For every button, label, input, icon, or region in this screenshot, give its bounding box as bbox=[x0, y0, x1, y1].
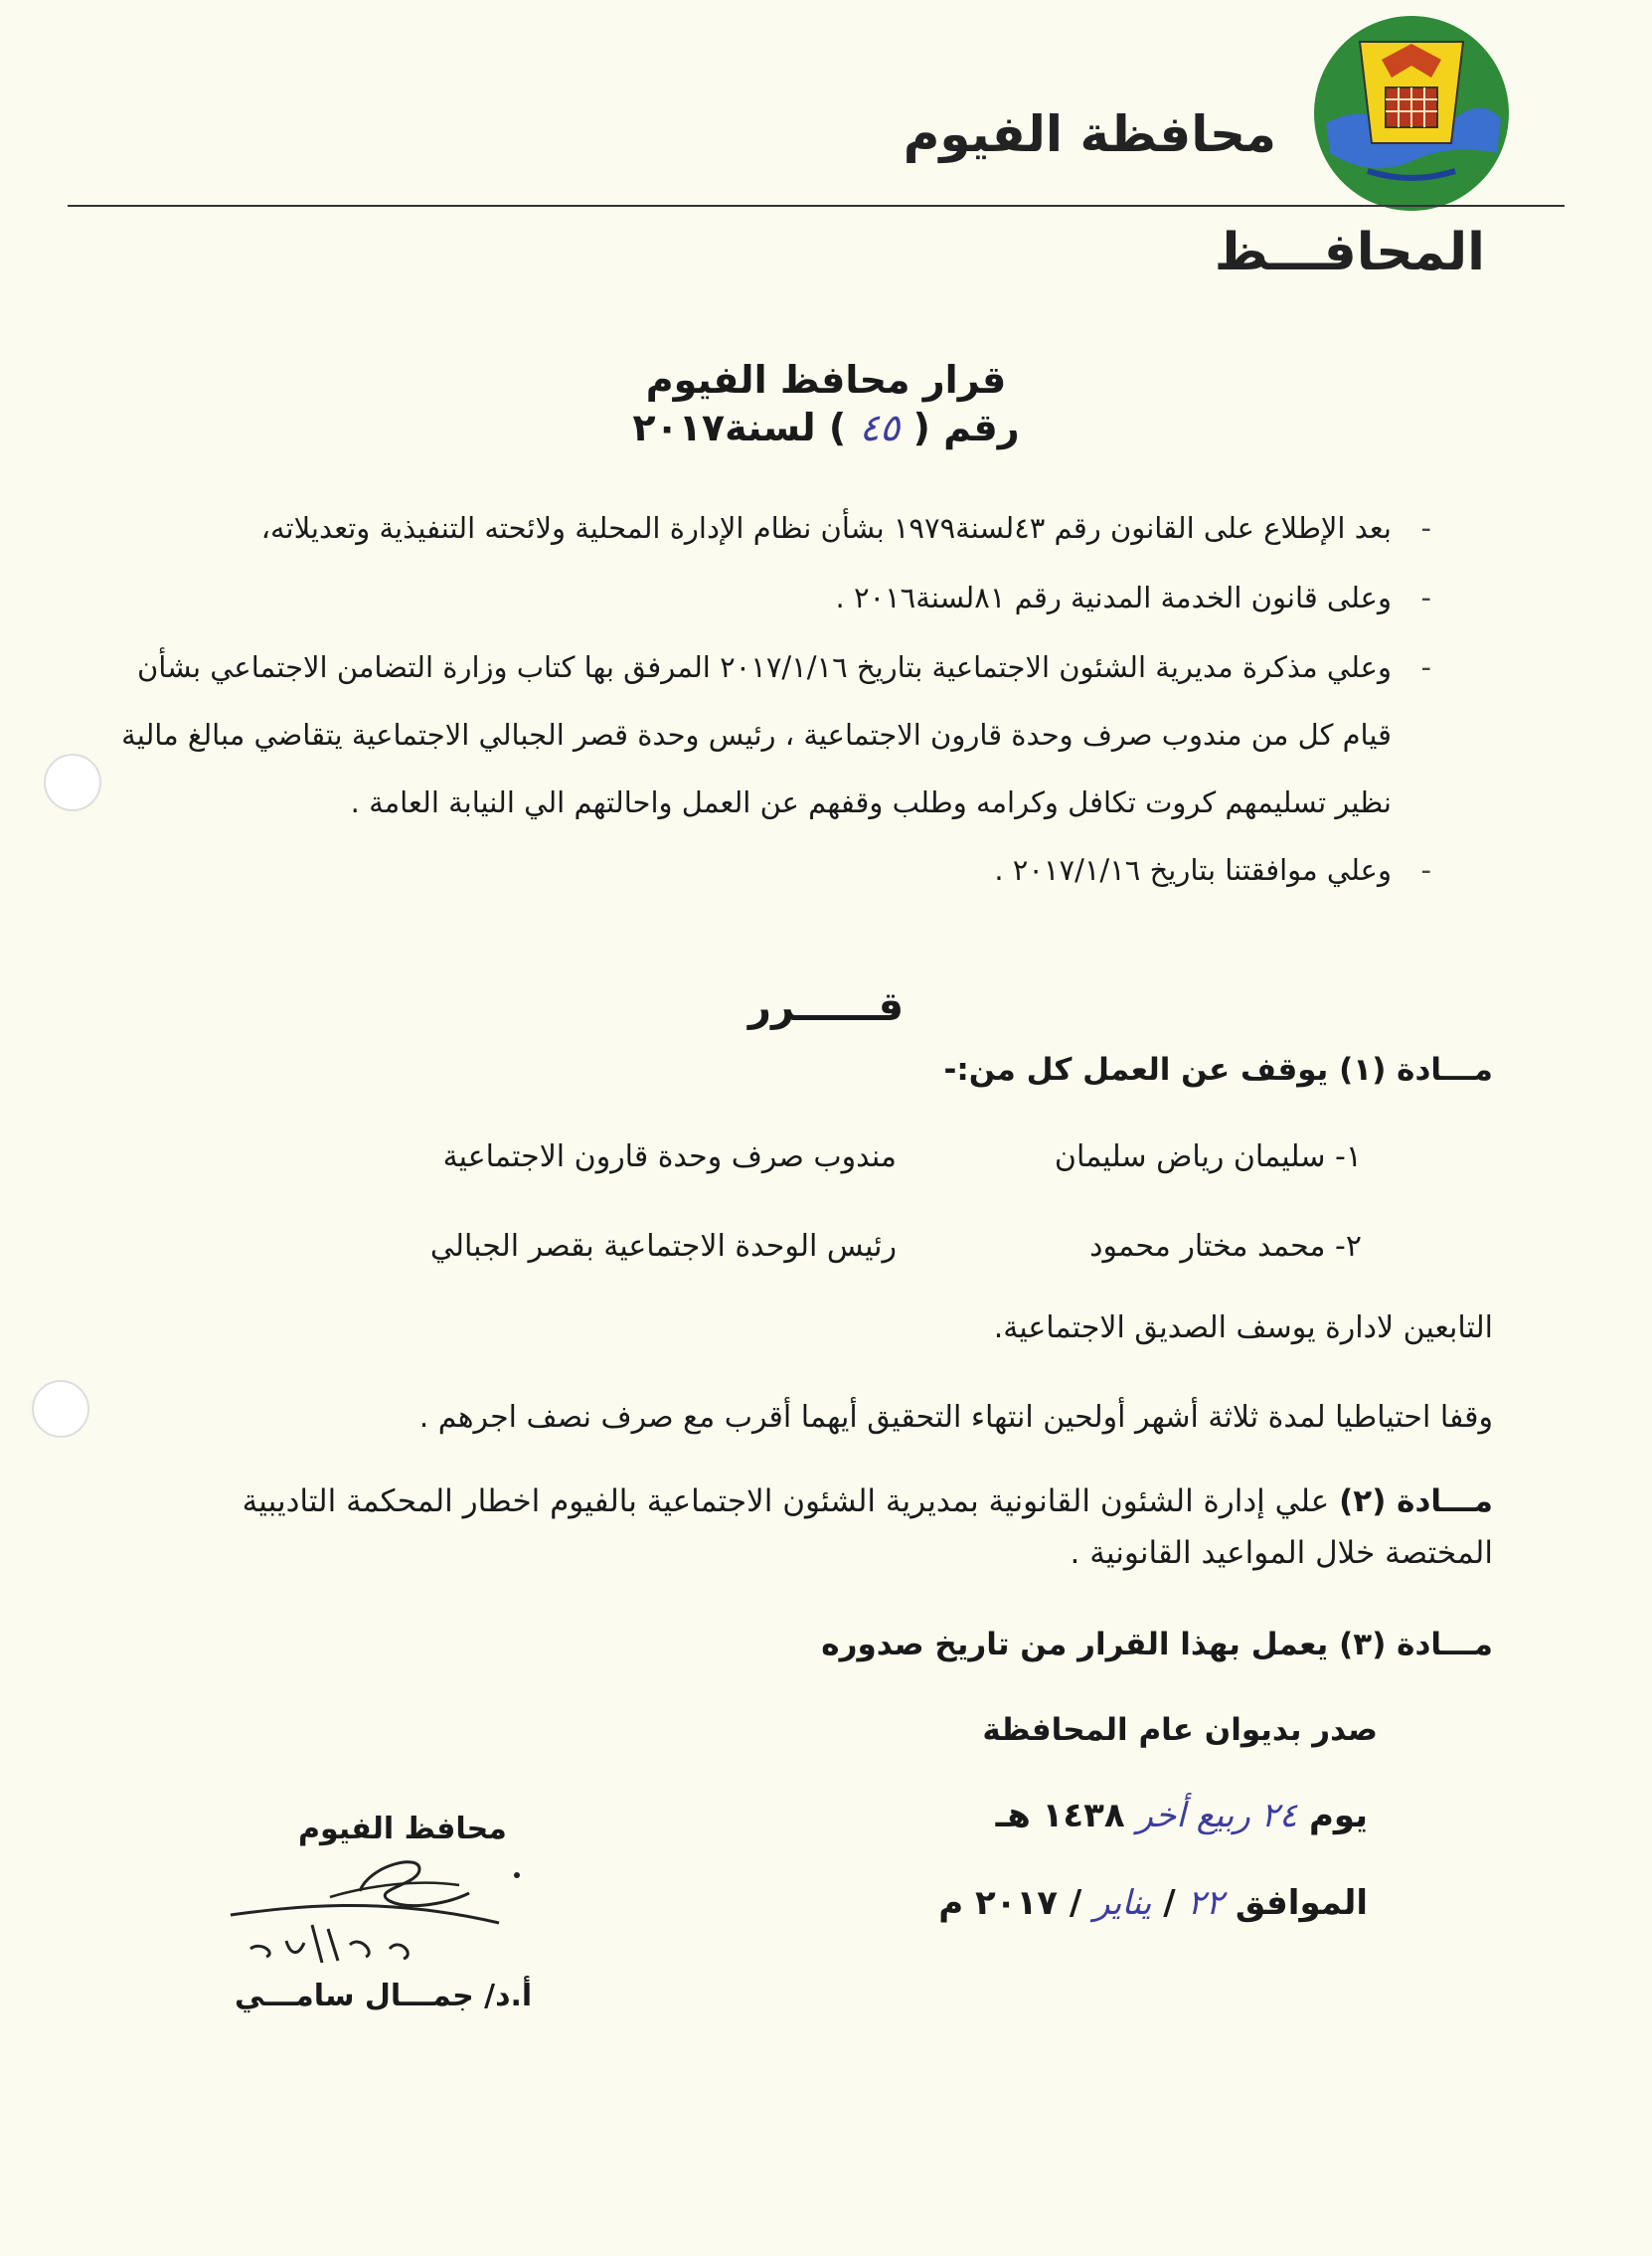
article-2-continuation: المختصة خلال المواعيد القانونية . bbox=[1070, 1535, 1493, 1571]
handwritten-signature bbox=[221, 1845, 539, 1975]
person-role: مندوب صرف وحدة قارون الاجتماعية bbox=[442, 1139, 897, 1174]
decision-number-prefix: رقم ( bbox=[912, 406, 1020, 449]
decision-number-suffix: ) لسنة٢٠١٧ bbox=[632, 406, 847, 449]
decision-number-handwritten: ٤٥ bbox=[859, 406, 901, 449]
article-2-text: علي إدارة الشئون القانونية بمديرية الشئون الاجتماعية بالفيوم اخطار المحكمة التاديبية bbox=[242, 1483, 1330, 1519]
article-3-text: يعمل بهذا القرار من تاريخ صدوره bbox=[821, 1627, 1329, 1662]
preamble-item-line: نظير تسليمهم كروت تكافل وكرامه وطلب وقفهم عن العمل واحالتهم الي النيابة العامة . bbox=[350, 785, 1392, 819]
governorate-name: محافظة الفيوم bbox=[903, 105, 1276, 163]
decision-title: قرار محافظ الفيوم bbox=[645, 358, 1007, 402]
hijri-year: ١٤٣٨ هـ bbox=[995, 1796, 1125, 1835]
followers-note: التابعين لادارة يوسف الصديق الاجتماعية. bbox=[993, 1310, 1493, 1345]
hijri-date-handwritten: ٢٤ ربيع أخر bbox=[1136, 1796, 1298, 1835]
preamble-item: بعد الإطلاع على القانون رقم ٤٣لسنة١٩٧٩ بشأن نظام الإدارة المحلية ولائحته التنفيذية وتعديلاته، bbox=[260, 511, 1392, 545]
article-3-label: مـــادة (٣) bbox=[1339, 1627, 1493, 1662]
person-role: رئيس الوحدة الاجتماعية بقصر الجبالي bbox=[429, 1229, 897, 1264]
person-name: ١- سليمان رياض سليمان bbox=[1054, 1139, 1362, 1174]
preamble-item-line: قيام كل من مندوب صرف وحدة قارون الاجتماعية ، رئيس وحدة قصر الجبالي الاجتماعية يتقاضي مبالغ مالية bbox=[121, 718, 1392, 752]
issued-at: صدر بديوان عام المحافظة bbox=[982, 1712, 1378, 1748]
bullet-dash: - bbox=[1420, 511, 1431, 545]
article-2-label: مـــادة (٢) bbox=[1339, 1483, 1493, 1519]
greg-month-handwritten: يناير bbox=[1093, 1883, 1152, 1923]
punch-hole bbox=[32, 1380, 89, 1438]
person-name: ٢- محمد مختار محمود bbox=[1089, 1229, 1362, 1264]
governorate-logo-emblem bbox=[1302, 4, 1521, 223]
suspension-note: وقفا احتياطيا لمدة ثلاثة أشهر أولحين انتهاء التحقيق أيهما أقرب مع صرف نصف اجرهم . bbox=[418, 1400, 1493, 1435]
greg-day-handwritten: ٢٢ bbox=[1187, 1883, 1225, 1923]
preamble-item: وعلي موافقتنا بتاريخ ٢٠١٧/١/١٦ . bbox=[994, 853, 1392, 887]
signatory-title: محافظ الفيوم bbox=[298, 1812, 507, 1846]
preamble-item-line: وعلي مذكرة مديرية الشئون الاجتماعية بتاريخ ٢٠١٧/١/١٦ المرفق بها كتاب وزارة التضامن الاجتماعي بشأن bbox=[136, 650, 1392, 684]
article-1-heading: مـــادة (١) يوقف عن العمل كل من:- bbox=[943, 1052, 1493, 1088]
office-title: المحافـــظ bbox=[1214, 223, 1485, 282]
signatory-name: أ.د/ جمـــال سامـــي bbox=[235, 1979, 533, 2013]
day-label: يوم bbox=[1308, 1796, 1368, 1835]
article-3 bbox=[821, 1627, 1493, 1662]
greg-year: / ٢٠١٧ م bbox=[938, 1883, 1082, 1923]
bullet-dash: - bbox=[1420, 853, 1431, 887]
punch-hole bbox=[44, 754, 101, 811]
bullet-dash: - bbox=[1420, 650, 1431, 684]
gregorian-date: الموافق ٢٢ / يناير / ٢٠١٧ م bbox=[938, 1883, 1368, 1923]
header-divider bbox=[68, 205, 1565, 207]
preamble-item: وعلى قانون الخدمة المدنية رقم ٨١لسنة٢٠١٦ . bbox=[835, 581, 1392, 614]
article-2 bbox=[243, 1483, 1493, 1519]
bullet-dash: - bbox=[1420, 581, 1431, 614]
agreed-label: الموافق bbox=[1235, 1883, 1368, 1923]
hijri-date bbox=[996, 1796, 1368, 1835]
decided-heading: قــــــرر bbox=[747, 984, 905, 1030]
decision-number bbox=[0, 406, 1652, 449]
